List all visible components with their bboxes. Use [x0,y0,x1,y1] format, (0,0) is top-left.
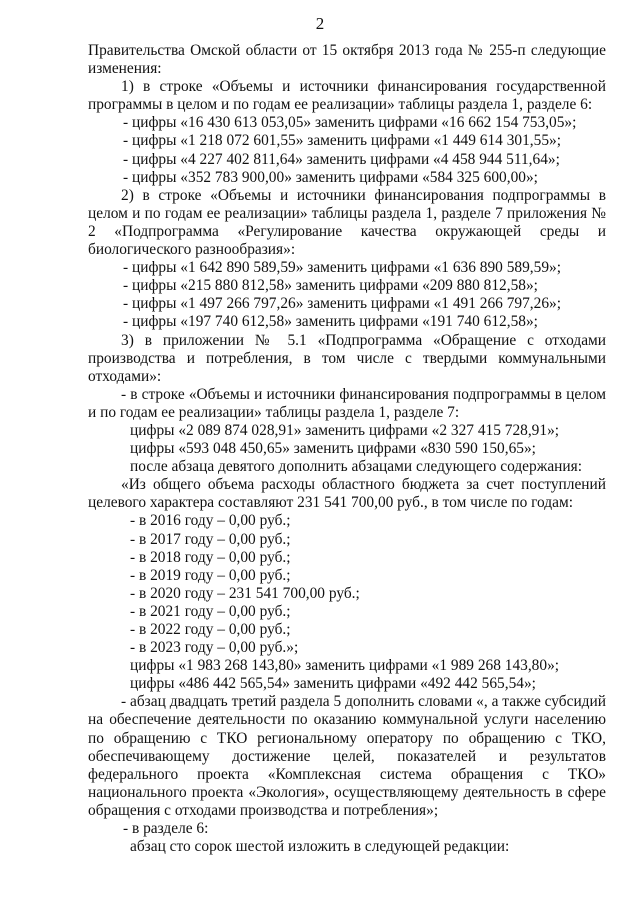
paragraph-figures: цифры «593 048 450,65» заменить цифрами «830 590 150,65»; [130,440,536,458]
paragraph-figures: - цифры «4 227 402 811,64» заменить цифрами «4 458 944 511,64»; [123,150,560,168]
paragraph-figures: - цифры «352 783 900,00» заменить цифрами «584 325 600,00»; [123,168,538,186]
paragraph-figures: цифры «2 089 874 028,91» заменить цифрами «2 327 415 728,91»; [130,421,560,439]
paragraph-item-3: 3) в приложении № 5.1 «Подпрограмма «Обращение с отходами производства и потребления, в том числе с твердыми коммунальными отходами»: [88,331,606,385]
paragraph-year: - в 2019 году – 0,00 руб.; [130,566,291,584]
paragraph-figures: - цифры «197 740 612,58» заменить цифрами «191 740 612,58»; [123,313,538,331]
paragraph-year: - в 2020 году – 231 541 700,00 руб.; [130,584,360,602]
paragraph-figures: - цифры «16 430 613 053,05» заменить цифрами «16 662 154 753,05»; [123,114,577,132]
paragraph-section-6: - в разделе 6: [123,820,209,838]
paragraph-year: - в 2018 году – 0,00 руб.; [130,548,291,566]
paragraph-year: - в 2021 году – 0,00 руб.; [130,602,291,620]
paragraph-figures: - цифры «1 497 266 797,26» заменить цифрами «1 491 266 797,26»; [123,295,562,313]
paragraph-item-2: 2) в строке «Объемы и источники финансирования подпрограммы в целом и по годам ее реализации» таблицы раздела 1, разделе 7 приложения № 2 «Подпрограмма «Регулирование качества окружающей среды и биологического разнообразия»: [88,186,606,259]
paragraph-year: - в 2022 году – 0,00 руб.; [130,621,291,638]
page-number: 2 [315,14,325,33]
paragraph-year: - в 2017 году – 0,00 руб.; [130,530,291,548]
paragraph-subitem: - в строке «Объемы и источники финансирования подпрограммы в целом и по годам ее реализации» таблицы раздела 1, разделе 7: [88,385,606,421]
paragraph-instruction: абзац сто сорок шестой изложить в следующей редакции: [130,838,510,856]
paragraph-year: - в 2016 году – 0,00 руб.; [130,512,291,530]
paragraph-figures: - цифры «1 218 072 601,55» заменить цифрами «1 449 614 301,55»; [123,132,562,150]
paragraph-instruction: после абзаца девятого дополнить абзацами следующего содержания: [130,458,583,476]
paragraph-figures: - цифры «215 880 812,58» заменить цифрами «209 880 812,58»; [123,277,538,295]
document-body [88,42,606,856]
paragraph-quote: «Из общего объема расходы областного бюджета за счет поступлений целевого характера составляют 231 541 700,00 руб., в том числе по годам: [88,476,606,512]
paragraph-year: - в 2023 году – 0,00 руб.»; [130,639,299,657]
paragraph-figures: цифры «1 983 268 143,80» заменить цифрами «1 989 268 143,80»; [130,657,560,675]
paragraph-item-1: 1) в строке «Объемы и источники финансирования государственной программы в целом и по годам ее реализации» таблицы раздела 1, разделе 6: [88,78,606,114]
paragraph-intro: Правительства Омской области от 15 октября 2013 года № 255-п следующие изменения: [88,42,606,78]
paragraph-addition: - абзац двадцать третий раздела 5 дополнить словами «, а также субсидий на обеспечение деятельности по оказанию коммунальной услуги населению по обращению с ТКО региональному оператору по обращению с ТКО, обеспечивающему достижение целей, показателей и результатов федерального проекта «Комплексная система обращения с ТКО» национального проекта «Экология», осуществляющему деятельность в сфере обращения с отходами производства и потребления»; [88,693,606,819]
paragraph-figures: - цифры «1 642 890 589,59» заменить цифрами «1 636 890 589,59»; [123,259,562,277]
paragraph-figures: цифры «486 442 565,54» заменить цифрами «492 442 565,54»; [130,675,536,693]
